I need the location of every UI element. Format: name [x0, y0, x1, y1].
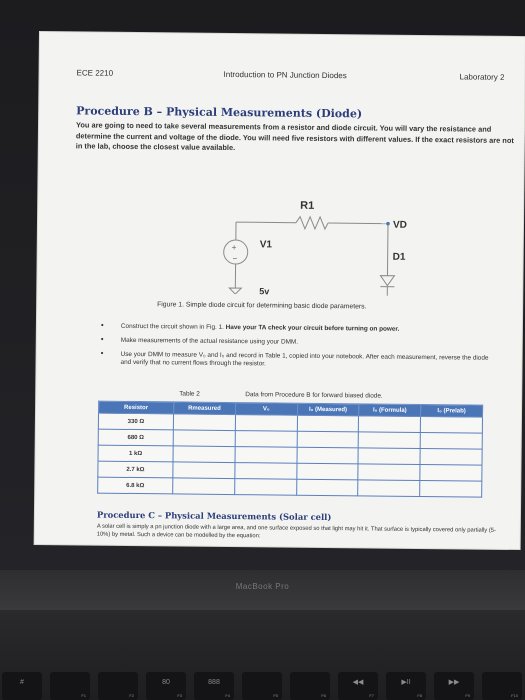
col-header-id-formula: I₀ (Formula)	[359, 404, 421, 417]
key-f8[interactable]: ▶II F8	[386, 672, 426, 700]
figure-caption: Figure 1. Simple diode circuit for determining basic diode parameters.	[157, 301, 367, 311]
col-header-resistor: Resistor	[99, 401, 174, 414]
document-page	[35, 32, 525, 549]
header-course: ECE 2210	[76, 68, 114, 78]
procedure-c-title: Procedure C – Physical Measurements (Solar cell)	[96, 509, 332, 523]
resistor-value-cell: 680 Ω	[98, 429, 173, 446]
key-f1[interactable]: F1	[50, 672, 90, 700]
key-escape[interactable]: #	[2, 672, 42, 700]
key-f2[interactable]: F2	[98, 672, 138, 700]
procedure-c-text: A solar cell is simply a pn junction diode with a large area, and one surface exposed so that light may hit it. That surface is typically covered only partially (5-10%) by metal. Such a device can be modelled by the equation:	[96, 523, 496, 540]
label-d1: D1	[392, 251, 406, 263]
resistor-value-cell: 1 kΩ	[98, 445, 173, 462]
vd-node-dot	[386, 222, 390, 226]
label-vd: VD	[392, 219, 407, 231]
list-item: • Use your DMM to measure V₀ and I₀ and record in Table 1, copied into your notebook. After each measurement, reverse the diode and verify that no current flows through the resistor.	[96, 350, 496, 372]
resistor-value-cell: 6.8 kΩ	[98, 477, 173, 494]
key-f9[interactable]: ▶▶ F9	[434, 672, 474, 700]
ground-left-icon	[229, 288, 241, 294]
table-row	[98, 477, 482, 497]
key-f4[interactable]: 888 F4	[194, 672, 234, 700]
label-source-value: 5v	[259, 286, 270, 296]
procedure-b-intro: You are going to need to take several measurements from a resistor and diode circuit. You will vary the resistance and determine the current and voltage of the diode. You will need five resistors with different values. If the exact resistors are not in the lab, choose the closest value available.	[75, 120, 514, 153]
col-header-id-measured: I₀ (Measured)	[297, 403, 359, 416]
list-item: • Make measurements of the actual resistance using your DMM.	[97, 336, 497, 349]
header-lab: Laboratory 2	[459, 72, 505, 82]
resistor-r1-symbol	[296, 217, 328, 229]
col-header-id-prelab: I₀ (Prelab)	[421, 405, 483, 418]
list-item: • Construct the circuit shown in Fig. 1. Have your TA check your circuit before turning on power.	[97, 323, 497, 336]
label-source-minus: −	[232, 254, 238, 264]
key-f3[interactable]: 80 F3	[146, 672, 186, 700]
resistor-value-cell: 2.7 kΩ	[98, 461, 173, 478]
header-title: Introduction to PN Junction Diodes	[223, 69, 347, 81]
col-header-r-measured: Rmeasured	[174, 402, 236, 415]
resistor-value-cell: 330 Ω	[98, 413, 173, 430]
diode-d1-symbol	[380, 276, 394, 286]
circuit-diagram	[187, 164, 418, 296]
key-f5[interactable]: F5	[242, 672, 282, 700]
label-r1: R1	[300, 199, 315, 212]
col-header-vd: V₀	[235, 403, 297, 416]
label-v1: V1	[259, 239, 273, 251]
laptop-brand: MacBook Pro	[235, 582, 290, 591]
procedure-b-title: Procedure B – Physical Measurements (Diode)	[76, 104, 363, 121]
key-f7[interactable]: ◀◀ F7	[338, 672, 378, 700]
key-f10[interactable]: F10	[482, 672, 522, 700]
data-table	[97, 401, 483, 498]
key-f6[interactable]: F6	[290, 672, 330, 700]
table-label: Table 2	[179, 390, 200, 398]
instruction-list	[96, 323, 497, 377]
label-source-plus: +	[231, 243, 237, 253]
table-caption: Data from Procedure B for forward biased diode.	[245, 391, 383, 400]
